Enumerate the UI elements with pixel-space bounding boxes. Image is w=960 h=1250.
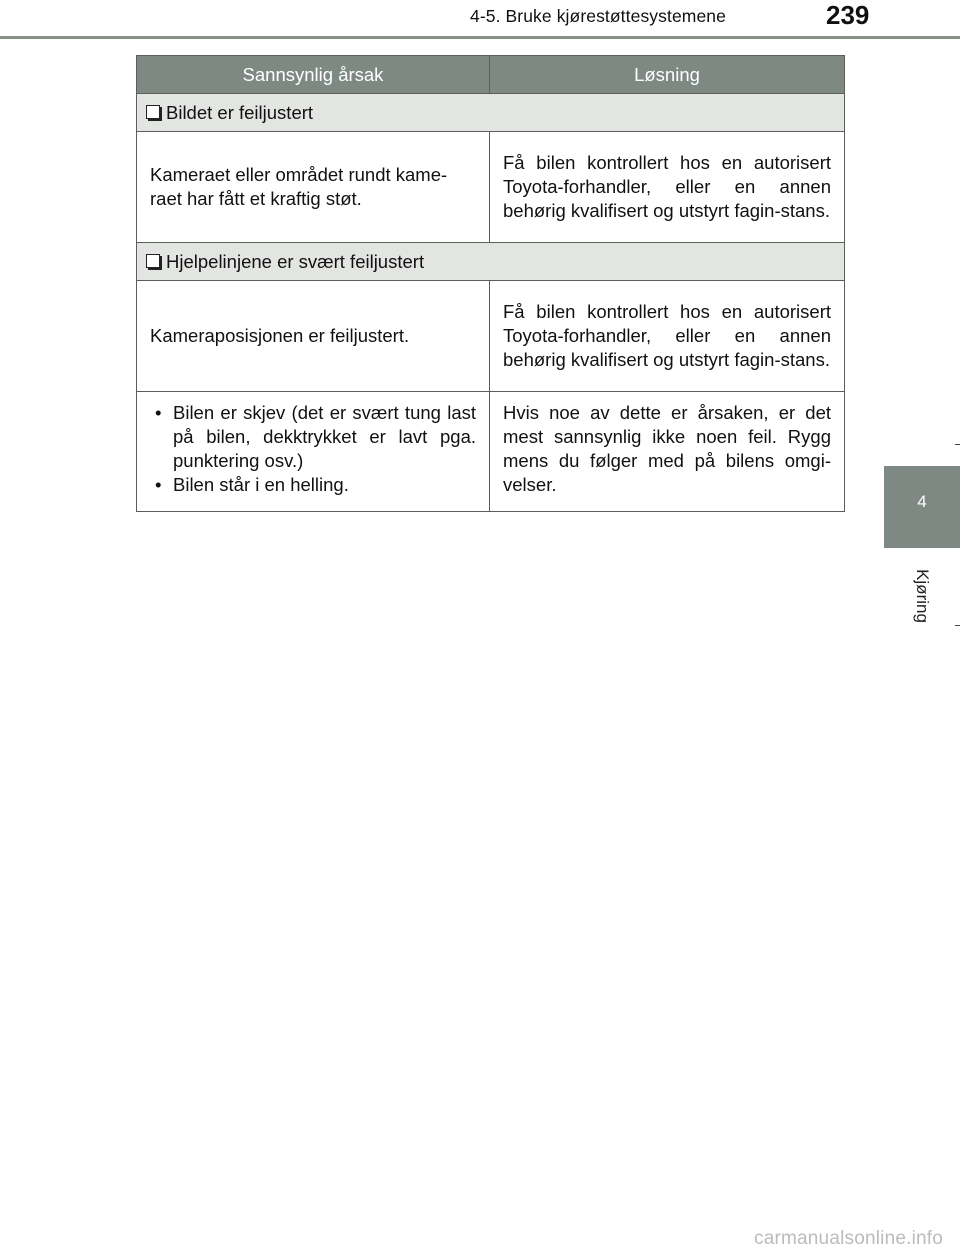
table-row <box>137 132 845 243</box>
section-title: Bildet er feiljustert <box>166 101 314 123</box>
table-row <box>137 281 845 392</box>
section-title: 4-5. Bruke kjørestøttesystemene <box>470 6 726 26</box>
column-header-cause: Sannsynlig årsak <box>137 56 490 94</box>
cause-cell: Kameraposisjonen er feiljustert. <box>137 281 490 392</box>
chapter-label: Kjøring <box>912 569 932 623</box>
table-header-row <box>137 56 845 94</box>
section-title: Hjelpelinjene er svært feiljustert <box>166 250 425 272</box>
chapter-label-container <box>884 556 960 636</box>
list-item: • Bilen står i en helling. <box>150 473 476 497</box>
column-header-solution: Løsning <box>490 56 845 94</box>
header-rule <box>0 36 960 39</box>
watermark: carmanualsonline.info <box>754 1228 944 1249</box>
cause-cell: Kameraet eller området rundt kame-raet har fått et kraftig støt. <box>137 132 490 243</box>
section-heading <box>137 94 845 132</box>
section-row <box>137 243 845 281</box>
troubleshooting-table <box>136 55 845 512</box>
chapter-number: 4 <box>917 492 927 511</box>
section-heading <box>137 243 845 281</box>
solution-cell: Hvis noe av dette er årsaken, er det mest sannsynlig ikke noen feil. Rygg mens du følger med på bilens omgi-velser. <box>490 392 845 512</box>
solution-cell: Få bilen kontrollert hos en autorisert Toyota-forhandler, eller en annen behørig kvalifisert og utstyrt fagin-stans. <box>490 281 845 392</box>
section-row <box>137 94 845 132</box>
checkbox-bullet-icon <box>146 105 160 119</box>
solution-cell: Få bilen kontrollert hos en autorisert Toyota-forhandler, eller en annen behørig kvalifisert og utstyrt fagin-stans. <box>490 132 845 243</box>
table-row <box>137 392 845 512</box>
cause-cell <box>137 392 490 512</box>
checkbox-bullet-icon <box>146 254 160 268</box>
cause-bullet-list <box>150 401 476 497</box>
crop-mark <box>955 625 960 626</box>
crop-mark <box>955 444 960 445</box>
page-number: 239 <box>826 0 870 30</box>
list-item: • Bilen er skjev (det er svært tung last på bilen, dekktrykket er lavt pga. punktering osv.) <box>150 401 476 473</box>
chapter-tab <box>884 466 960 548</box>
